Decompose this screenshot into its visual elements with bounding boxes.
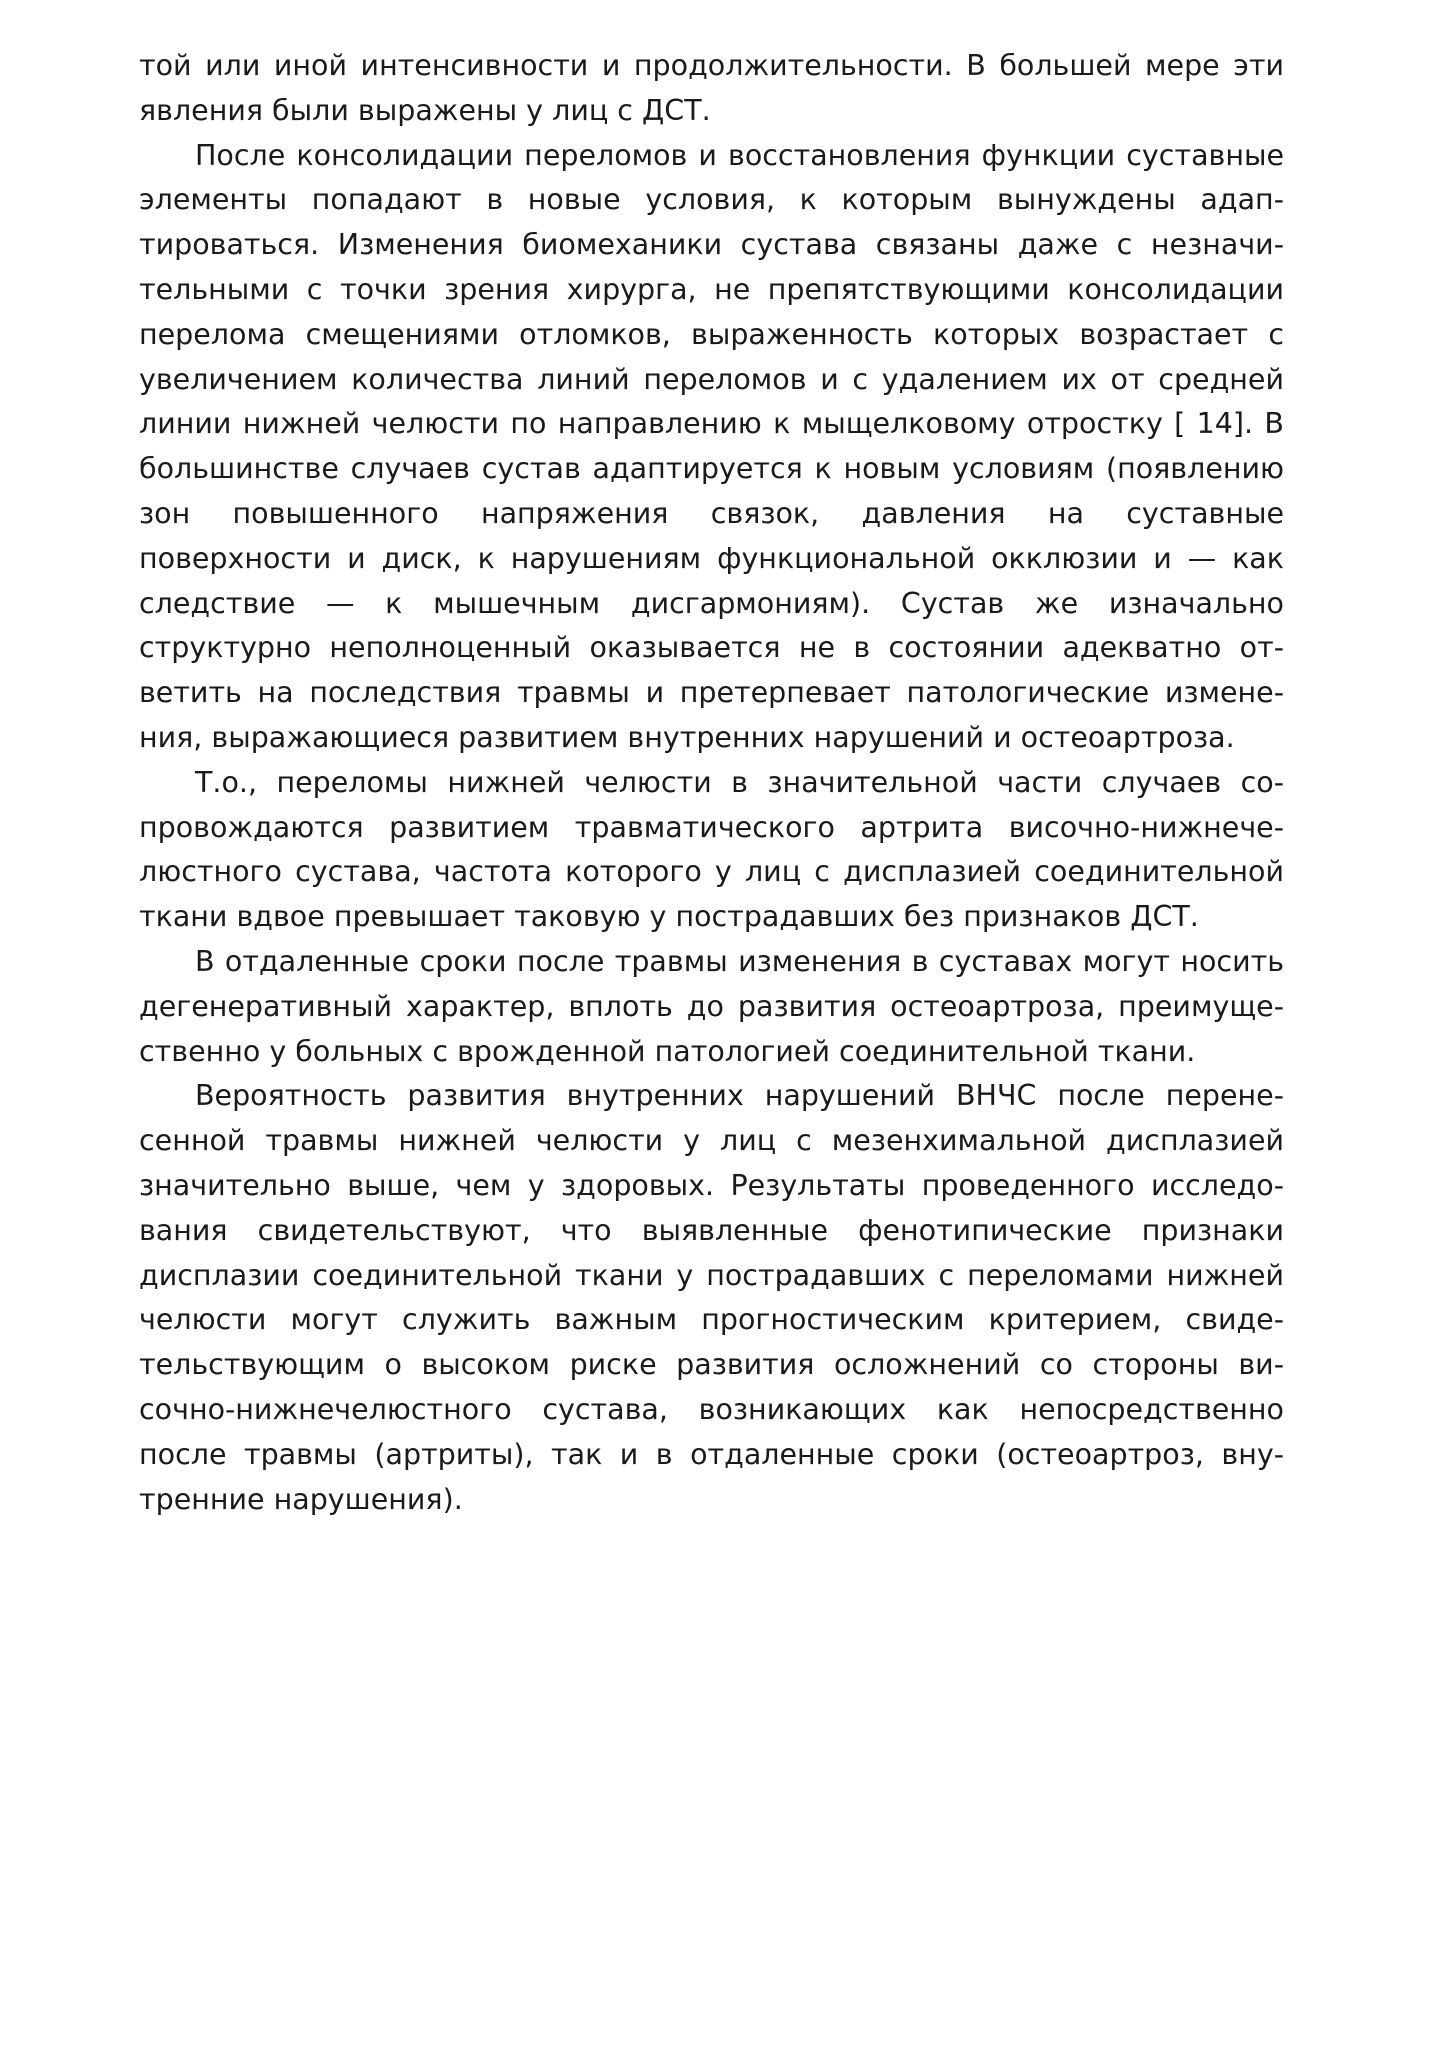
paragraph-continuation: той или иной интенсивности и продолжительности. В большей мере эти явления были выражены у лиц с ДСТ. [139, 49, 1284, 127]
paragraph-traumatic-arthritis: Т.о., переломы нижней челюсти в значительной части случаев сопровождаются развитием травматического артрита височно-нижнечелюстного сустава, частота которого у лиц с дисплазией соединительной ткани вдвое превышает таковую у пострадавших без признаков ДСТ. [139, 765, 1284, 934]
paragraph-joint-adaptation: После консолидации переломов и восстановления функции суставные элементы попадают в новые условия, к которым вынуждены адаптироваться. Изменения биомеханики сустава связаны даже с незначительными с точки зрения хирурга, не препятствующими консолидации перелома смещениями отломков, выраженность которых возрастает с увеличением количества линий переломов и с удалением их от средней линии нижней челюсти по направлению к мыщелковому отростку [ 14]. В большинстве случаев сустав адаптируется к новым условиям (появлению зон повышенного напряжения связок, давления на суставные поверхности и диск, к нарушениям функциональной окклюзии и — как следствие — к мышечным дисгармониям). Сустав же изначально структурно неполноценный оказывается не в состоянии адекватно ответить на последствия травмы и претерпевает патологические изменения, выражающиеся развитием внутренних нарушений и остеоартроза. [139, 138, 1284, 754]
document-page [139, 44, 1284, 1522]
paragraph-late-changes: В отдаленные сроки после травмы изменения в суставах могут носить дегенеративный характер, вплоть до развития остеоартроза, преимущественно у больных с врожденной патологией соединительной ткани. [139, 944, 1284, 1068]
paragraph-conclusion: Вероятность развития внутренних нарушений ВНЧС после перенесенной травмы нижней челюсти у лиц с мезенхимальной дисплазией значительно выше, чем у здоровых. Результаты проведенного исследования свидетельствуют, что выявленные фенотипические признаки дисплазии соединительной ткани у пострадавших с переломами нижней челюсти могут служить важным прогностическим критерием, свидетельствующим о высоком риске развития осложнений со стороны височно-нижнечелюстного сустава, возникающих как непосредственно после травмы (артриты), так и в отдаленные сроки (остеоартроз, внутренние нарушения). [139, 1079, 1284, 1516]
